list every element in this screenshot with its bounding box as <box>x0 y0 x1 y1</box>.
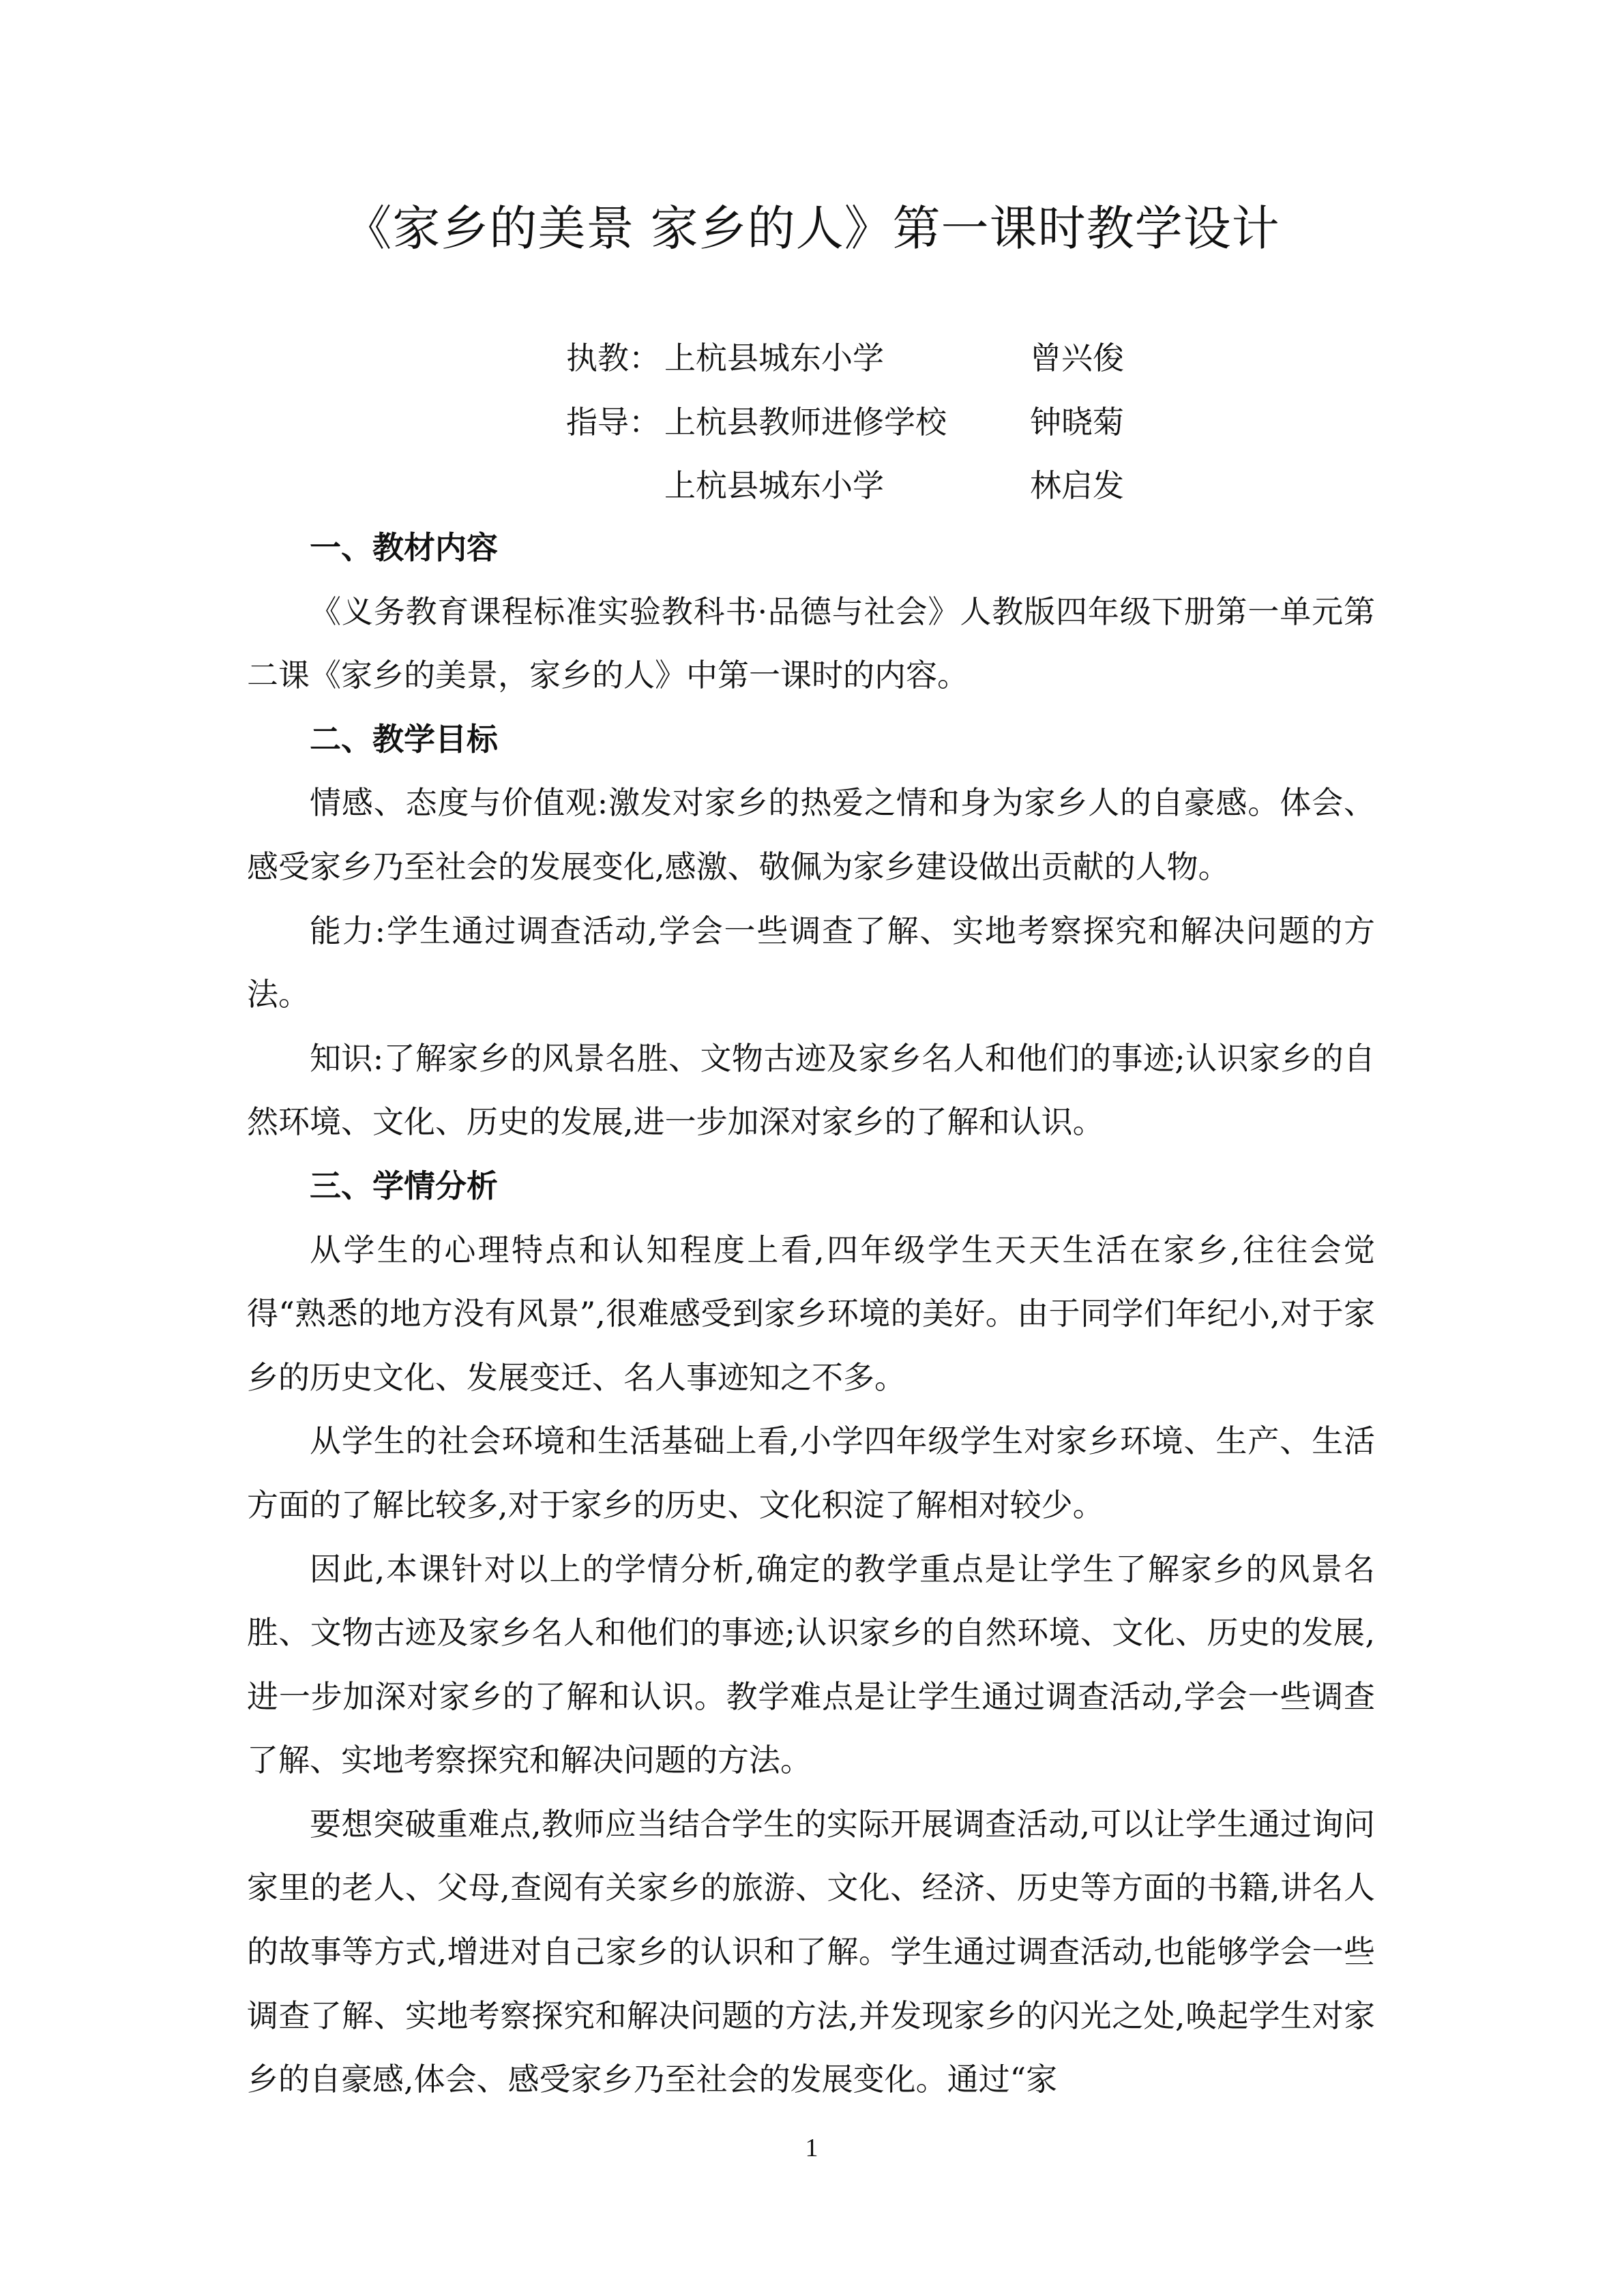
credit-school: 上杭县城东小学 <box>664 340 884 376</box>
paragraph: 《义务教育课程标准实验教科书·品德与社会》人教版四年级下册第一单元第二课《家乡的美景，家乡的人》中第一课时的内容。 <box>247 593 1375 694</box>
paragraph: 知识:了解家乡的风景名胜、文物古迹及家乡名人和他们的事迹;认识家乡的自然环境、文化、历史的发展,进一步加深对家乡的了解和认识。 <box>247 1039 1375 1141</box>
paragraph: 要想突破重难点,教师应当结合学生的实际开展调查活动,可以让学生通过询问家里的老人、父母,查阅有关家乡的旅游、文化、经济、历史等方面的书籍,讲名人的故事等方式,增进对自己家乡的认识和了解。学生通过调查活动,也能够学会一些调查了解、实地考察探究和解决问题的方法,并发现家乡的闪光之处,唤起学生对家乡的自豪感,体会、感受家乡乃至社会的发展变化。通过“家 <box>247 1805 1375 2098</box>
document-title: 《家乡的美景 家乡的人》第一课时教学设计 <box>344 200 1280 256</box>
section-heading-materials: 一、教材内容 <box>310 529 498 566</box>
credit-label: 执教： <box>566 340 660 376</box>
document-body <box>247 516 1375 2112</box>
page-number: 1 <box>805 2134 818 2162</box>
section-heading-analysis: 三、学情分析 <box>310 1167 498 1204</box>
credit-person: 林启发 <box>1030 467 1124 504</box>
section-heading-objectives: 二、教学目标 <box>310 720 498 758</box>
credit-school: 上杭县教师进修学校 <box>664 404 947 441</box>
paragraph: 从学生的心理特点和认知程度上看,四年级学生天天生活在家乡,往往会觉得“熟悉的地方没有风景”,很难感受到家乡环境的美好。由于同学们年纪小,对于家乡的历史文化、发展变迁、名人事迹知之不多。 <box>247 1231 1375 1396</box>
credit-person: 钟晓菊 <box>1030 404 1124 441</box>
credit-school: 上杭县城东小学 <box>664 467 884 504</box>
paragraph: 因此,本课针对以上的学情分析,确定的教学重点是让学生了解家乡的风景名胜、文物古迹及家乡名人和他们的事迹;认识家乡的自然环境、文化、历史的发展,进一步加深对家乡的了解和认识。教学难点是让学生通过调查活动,学会一些调查了解、实地考察探究和解决问题的方法。 <box>247 1550 1375 1779</box>
paragraph: 能力:学生通过调查活动,学会一些调查了解、实地考察探究和解决问题的方法。 <box>247 912 1375 1013</box>
paragraph: 从学生的社会环境和生活基础上看,小学四年级学生对家乡环境、生产、生活方面的了解比较多,对于家乡的历史、文化积淀了解相对较少。 <box>247 1422 1375 1523</box>
credit-person: 曾兴俊 <box>1030 340 1124 376</box>
credit-label: 指导： <box>566 404 660 441</box>
paragraph: 情感、态度与价值观:激发对家乡的热爱之情和身为家乡人的自豪感。体会、感受家乡乃至社会的发展变化,感激、敬佩为家乡建设做出贡献的人物。 <box>247 784 1375 885</box>
